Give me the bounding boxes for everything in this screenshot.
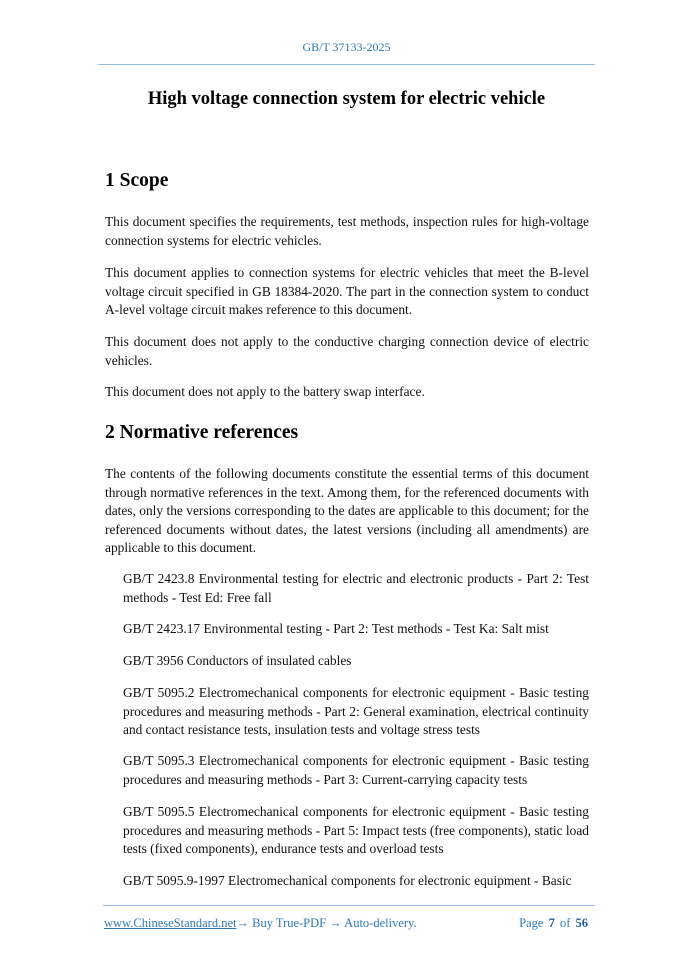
arrow-right-icon: → <box>236 916 249 930</box>
reference-item: GB/T 5095.5 Electromechanical components for electronic equipment - Basic testing procedures and measuring methods - Part 5: Impact tests (free components), static load tests (fixed components), endurance tests and overload tests <box>123 804 589 856</box>
page-of: of <box>559 916 571 930</box>
page-current: 7 <box>548 916 555 930</box>
paragraph: The contents of the following documents constitute the essential terms of this document through normative references in the text. Among them, for the referenced documents with dates, only the versions corresponding to the dates are applicable to this document; for the referenced documents without dates, the latest versions (including all amendments) are applicable to this document. <box>105 466 589 555</box>
footer-divider <box>103 905 595 906</box>
reference-item: GB/T 5095.3 Electromechanical components for electronic equipment - Basic testing procedures and measuring methods - Part 3: Current-carrying capacity tests <box>123 753 589 787</box>
footer-text-buy: Buy True-PDF <box>249 916 330 930</box>
page-indicator <box>519 916 588 931</box>
footer-text-delivery: Auto-delivery. <box>341 916 417 930</box>
paragraph: This document applies to connection systems for electric vehicles that meet the B-level voltage circuit specified in GB 18384-2020. The part in the connection system to conduct A-level voltage circuit makes reference to this document. <box>105 265 589 317</box>
reference-item: GB/T 5095.9-1997 Electromechanical components for electronic equipment - Basic <box>123 873 572 888</box>
page-header <box>0 40 693 55</box>
footer-promo <box>104 916 417 931</box>
paragraph: This document does not apply to the battery swap interface. <box>105 384 425 399</box>
page-total: 56 <box>575 916 588 930</box>
reference-item: GB/T 5095.2 Electromechanical components for electronic equipment - Basic testing procedures and measuring methods - Part 2: General examination, electrical continuity and contact resistance tests, insulation tests and voltage stress tests <box>123 685 589 737</box>
section-heading-scope: 1 Scope <box>105 170 169 191</box>
reference-item: GB/T 2423.17 Environmental testing - Part 2: Test methods - Test Ka: Salt mist <box>123 621 549 636</box>
section-heading-normative-references: 2 Normative references <box>105 422 299 443</box>
reference-item: GB/T 2423.8 Environmental testing for electric and electronic products - Part 2: Test methods - Test Ed: Free fall <box>123 571 589 605</box>
standard-code: GB/T 37133-2025 <box>302 40 391 54</box>
paragraph: This document does not apply to the conductive charging connection device of electric vehicles. <box>105 334 589 368</box>
chinesestandard-link[interactable]: www.ChineseStandard.net <box>104 916 237 930</box>
page-label: Page <box>519 916 544 930</box>
header-divider <box>98 64 595 65</box>
reference-item: GB/T 3956 Conductors of insulated cables <box>123 653 352 668</box>
paragraph: This document specifies the requirements, test methods, inspection rules for high-voltage connection systems for electric vehicles. <box>105 214 589 248</box>
document-title: High voltage connection system for electric vehicle <box>147 89 546 109</box>
arrow-right-icon: → <box>329 916 342 930</box>
